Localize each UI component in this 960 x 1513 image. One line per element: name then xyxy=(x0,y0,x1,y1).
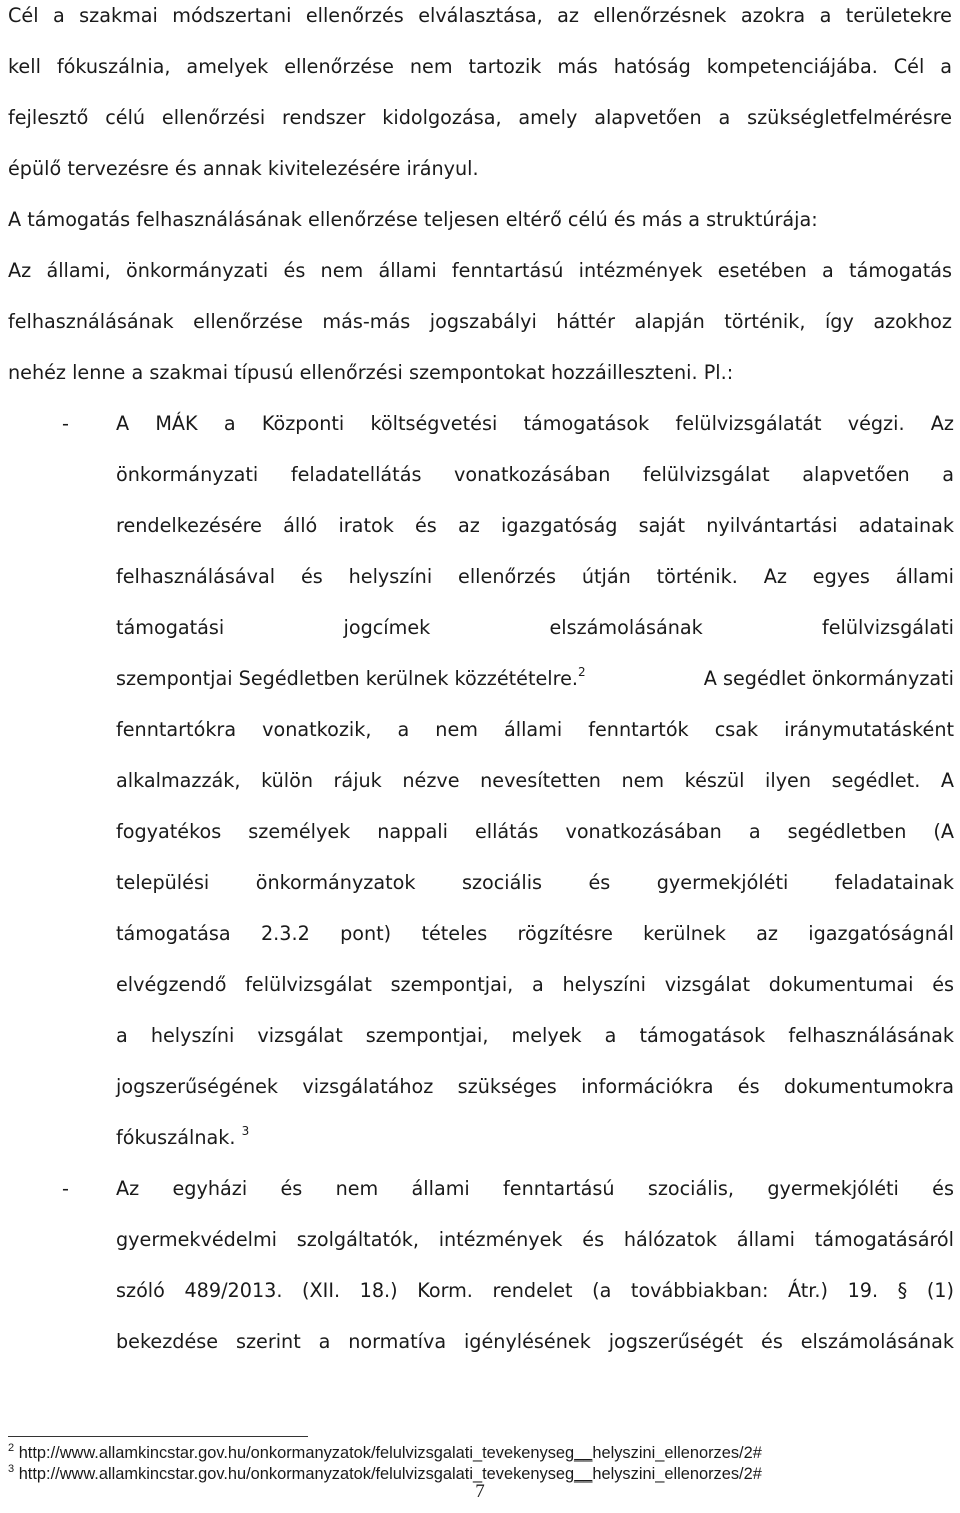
footnote-url[interactable]: http://www.allamkincstar.gov.hu/onkormanyzatok/felulvizsgalati_tevekenyseg__helyszini_ellenorzes/2# xyxy=(18,1465,762,1483)
footnote-ref[interactable]: 3 xyxy=(241,1124,250,1138)
list-item-line: A MÁK a Központi költségvetési támogatások felülvizsgálatát végzi. Az xyxy=(116,412,954,435)
list-item-line: szóló 489/2013. (XII. 18.) Korm. rendelet (a továbbiakban: Átr.) 19. § (1) xyxy=(116,1279,954,1302)
paragraph-line: felhasználásának ellenőrzése más-más jogszabályi háttér alapján történik, így azokhoz xyxy=(8,310,952,333)
list-item-text: A segédlet önkormányzati xyxy=(703,667,954,690)
paragraph-line: fejlesztő célú ellenőrzési rendszer kidolgozása, amely alapvetően a szükségletfelmérésre xyxy=(8,106,952,129)
list-item-line xyxy=(116,1124,954,1152)
list-item-line xyxy=(116,665,954,693)
list-item-line: települési önkormányzatok szociális és gyermekjóléti feladatainak xyxy=(116,871,954,894)
footnote-divider xyxy=(8,1436,308,1437)
list-item-line: fogyatékos személyek nappali ellátás vonatkozásában a segédletben (A xyxy=(116,820,954,843)
paragraph-line: Az állami, önkormányzati és nem állami fenntartású intézmények esetében a támogatás xyxy=(8,259,952,282)
list-item-line: jogszerűségének vizsgálatához szükséges információkra és dokumentumokra xyxy=(116,1075,954,1098)
list-item-line: alkalmazzák, külön rájuk nézve nevesítetten nem készül ilyen segédlet. A xyxy=(116,769,954,792)
list-item-text: szempontjai Segédletben kerülnek közzétételre. xyxy=(116,667,578,690)
list-item-line: önkormányzati feladatellátás vonatkozásában felülvizsgálat alapvetően a xyxy=(116,463,954,486)
list-item-text: fókuszálnak. xyxy=(116,1126,236,1149)
paragraph-line: épülő tervezésre és annak kivitelezésére irányul. xyxy=(8,157,479,180)
paragraph-line: A támogatás felhasználásának ellenőrzése teljesen eltérő célú és más a struktúrája: xyxy=(8,208,818,231)
footnote xyxy=(8,1443,762,1463)
list-item-line: felhasználásával és helyszíni ellenőrzés útján történik. Az egyes állami xyxy=(116,565,954,588)
paragraph-line: kell fókuszálnia, amelyek ellenőrzése nem tartozik más hatóság kompetenciájába. Cél a xyxy=(8,55,952,78)
list-item-line: rendelkezésére álló iratok és az igazgatóság saját nyilvántartási adatainak xyxy=(116,514,954,537)
list-dash: - xyxy=(62,412,69,435)
footnote-number: 2 xyxy=(8,1442,15,1454)
paragraph-line: nehéz lenne a szakmai típusú ellenőrzési szempontokat hozzáilleszteni. Pl.: xyxy=(8,361,734,384)
footnote-ref[interactable]: 2 xyxy=(578,665,586,679)
list-item-line: bekezdése szerint a normatíva igénylésének jogszerűségét és elszámolásának xyxy=(116,1330,954,1353)
list-item-line: a helyszíni vizsgálat szempontjai, melyek a támogatások felhasználásának xyxy=(116,1024,954,1047)
footnote-number: 3 xyxy=(8,1463,15,1475)
paragraph-line: Cél a szakmai módszertani ellenőrzés elválasztása, az ellenőrzésnek azokra a területekre xyxy=(8,4,952,27)
list-item-line: elvégzendő felülvizsgálat szempontjai, a helyszíni vizsgálat dokumentumai és xyxy=(116,973,954,996)
list-item-line: Az egyházi és nem állami fenntartású szociális, gyermekjóléti és xyxy=(116,1177,954,1200)
list-item-line: támogatási jogcímek elszámolásának felülvizsgálati xyxy=(116,616,954,639)
page-number: 7 xyxy=(475,1481,485,1502)
list-item-line: támogatása 2.3.2 pont) tételes rögzítésre kerülnek az igazgatóságnál xyxy=(116,922,954,945)
list-item-line: gyermekvédelmi szolgáltatók, intézmények és hálózatok állami támogatásáról xyxy=(116,1228,954,1251)
list-item-line: fenntartókra vonatkozik, a nem állami fenntartók csak iránymutatásként xyxy=(116,718,954,741)
footnote-url[interactable]: http://www.allamkincstar.gov.hu/onkormanyzatok/felulvizsgalati_tevekenyseg__helyszini_ellenorzes/2# xyxy=(18,1444,762,1462)
list-dash: - xyxy=(62,1177,69,1200)
